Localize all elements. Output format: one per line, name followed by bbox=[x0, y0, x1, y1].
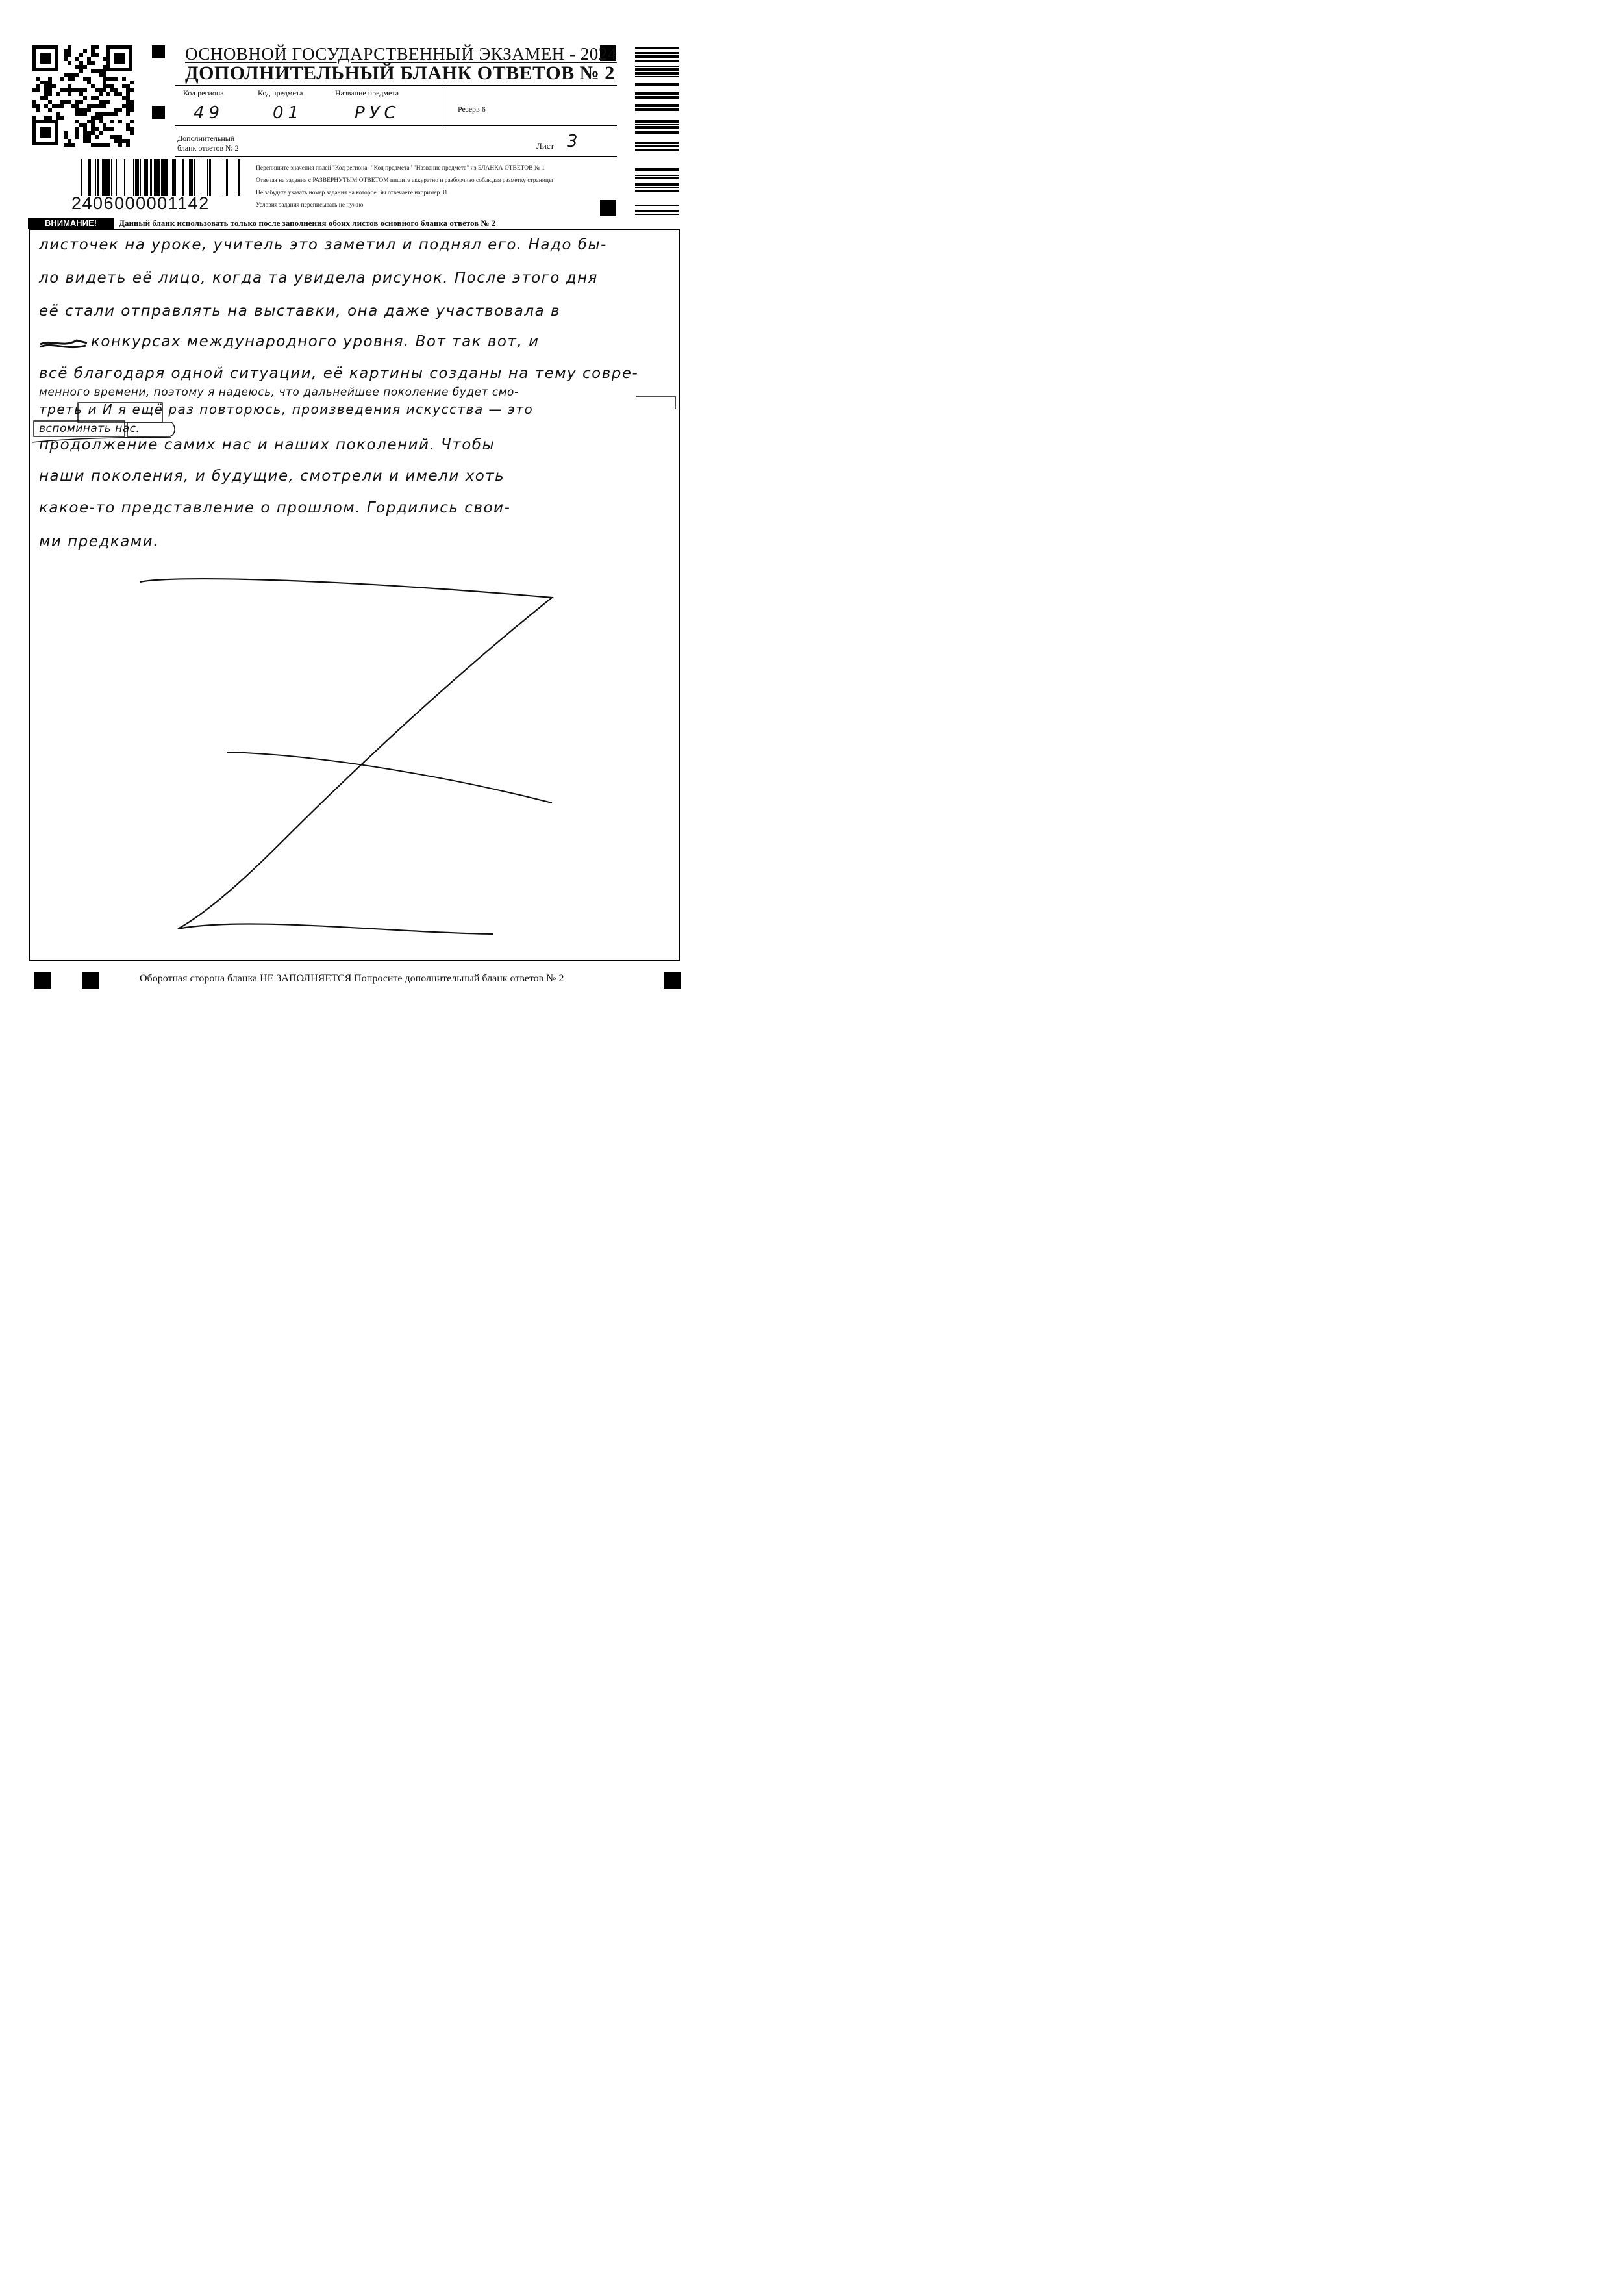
instruction-line: Перепишите значения полей "Код региона" "Код предмета" "Название предмета" из БЛАНКА ОТВЕТОВ № 1 bbox=[256, 165, 545, 171]
answer-line: наши поколения, и будущие, смотрели и имели хоть bbox=[39, 468, 505, 485]
sheet-divider bbox=[175, 156, 617, 157]
answer-line: конкурсах международного уровня. Вот так вот, и bbox=[91, 333, 540, 350]
alignment-marker bbox=[34, 972, 51, 989]
subject-name-value[interactable]: РУС bbox=[355, 103, 401, 123]
alignment-marker bbox=[600, 200, 616, 216]
sheet-label: Лист bbox=[536, 141, 555, 151]
sheet-number-value[interactable]: 3 bbox=[567, 132, 578, 151]
strike-word bbox=[38, 334, 90, 353]
footer-note: Оборотная сторона бланка НЕ ЗАПОЛНЯЕТСЯ Попросите дополнительный бланк ответов № 2 bbox=[140, 973, 564, 984]
answer-line: продолжение самих нас и наших поколений. Чтобы bbox=[39, 436, 495, 453]
reserve-label: Резерв 6 bbox=[458, 105, 486, 114]
answer-line: её стали отправлять на выставки, она даже участвовала в bbox=[39, 303, 561, 320]
fields-divider bbox=[175, 125, 617, 126]
side-barcode bbox=[635, 47, 679, 217]
answer-line: листочек на уроке, учитель это заметил и поднял его. Надо бы- bbox=[39, 236, 607, 253]
answer-line: какое-то представление о прошлом. Гордились свои- bbox=[39, 499, 511, 516]
attention-text: Данный бланк использовать только после заполнения обоих листов основного бланка ответов № 2 bbox=[119, 218, 496, 228]
additional-sheet-label-2: бланк ответов № 2 bbox=[177, 144, 239, 153]
qr-code bbox=[31, 44, 134, 147]
answer-line: ло видеть её лицо, когда та увидела рисунок. После этого дня bbox=[39, 270, 598, 286]
answer-sheet-page bbox=[0, 0, 714, 1007]
form-title: ДОПОЛНИТЕЛЬНЫЙ БЛАНК ОТВЕТОВ № 2 bbox=[185, 62, 615, 84]
region-code-value[interactable]: 49 bbox=[194, 103, 225, 123]
instruction-line: Отвечая на задания с РАЗВЕРНУТЫМ ОТВЕТОМ пишите аккуратно и разборчиво соблюдая разметку страницы bbox=[256, 177, 553, 184]
alignment-marker bbox=[152, 106, 165, 119]
answer-line: вспоминать нас. bbox=[39, 422, 140, 435]
insertion-frame bbox=[32, 396, 682, 448]
region-code-label: Код региона bbox=[183, 88, 224, 97]
subject-code-value[interactable]: 01 bbox=[273, 103, 304, 123]
z-strike-mark bbox=[130, 572, 571, 948]
instruction-line: Не забудьте указать номер задания на которое Вы отвечаете например 31 bbox=[256, 190, 448, 196]
main-barcode bbox=[79, 159, 242, 196]
answer-line: ми предками. bbox=[39, 533, 159, 550]
barcode-number: 2406000001142 bbox=[71, 194, 210, 213]
additional-sheet-label: Дополнительный bbox=[177, 134, 235, 143]
answer-line: всё благодаря одной ситуации, её картины созданы на тему совре- bbox=[39, 365, 639, 382]
answer-line: треть и И я ещё раз повторюсь, произведения искусства — это bbox=[39, 401, 534, 417]
title-divider bbox=[175, 85, 617, 86]
attention-notice bbox=[28, 218, 581, 229]
alignment-marker bbox=[82, 972, 99, 989]
answer-line: менного времени, поэтому я надеюсь, что дальнейшее поколение будет смо- bbox=[39, 386, 519, 399]
attention-badge: ВНИМАНИЕ! bbox=[28, 218, 114, 229]
alignment-marker bbox=[664, 972, 681, 989]
instruction-line: Условия задания переписывать не нужно bbox=[256, 202, 364, 208]
exam-title: ОСНОВНОЙ ГОСУДАРСТВЕННЫЙ ЭКЗАМЕН - 2024 bbox=[185, 44, 617, 64]
alignment-marker bbox=[152, 45, 165, 58]
subject-code-label: Код предмета bbox=[258, 88, 303, 97]
subject-name-label: Название предмета bbox=[335, 88, 399, 97]
